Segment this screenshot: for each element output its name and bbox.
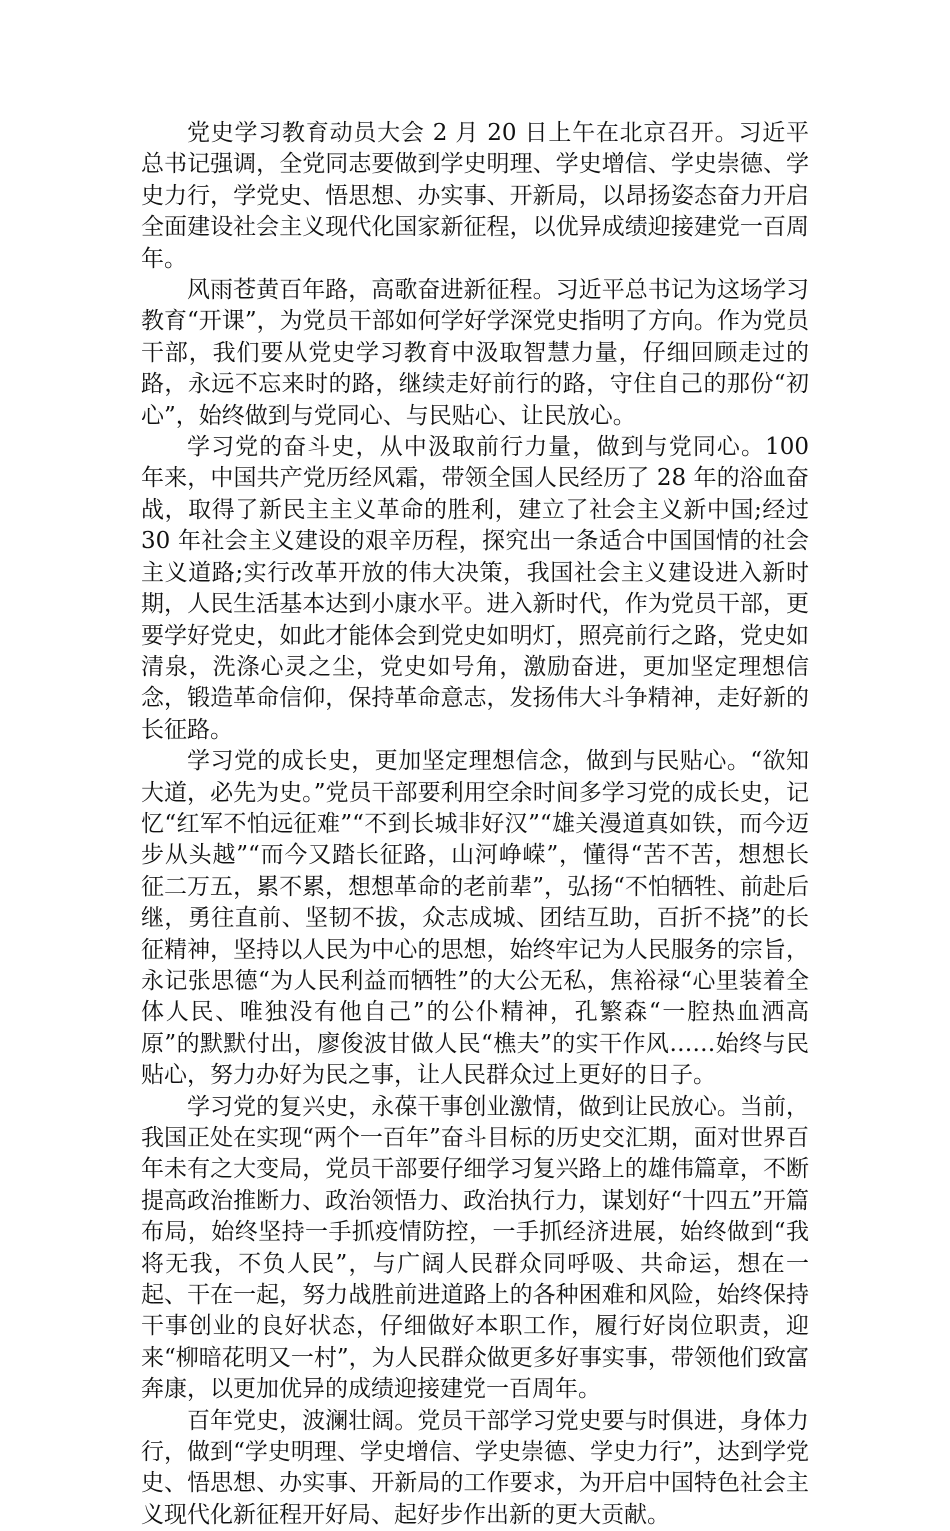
document-body: [141, 118, 809, 1531]
paragraph-1: 党史学习教育动员大会 2 月 20 日上午在北京召开。习近平总书记强调，全党同志要做到学史明理、学史增信、学史崇德、学史力行，学党史、悟思想、办实事、开新局，以昂扬姿态奋力开启全面建设社会主义现代化国家新征程，以优异成绩迎接建党一百周年。: [141, 120, 809, 272]
paragraph-2: 风雨苍黄百年路，高歌奋进新征程。习近平总书记为这场学习教育“开课”，为党员干部如何学好学深党史指明了方向。作为党员干部，我们要从党史学习教育中汲取智慧力量，仔细回顾走过的路，永远不忘来时的路，继续走好前行的路，守住自己的那份“初心”，始终做到与党同心、与民贴心、让民放心。: [141, 277, 809, 429]
paragraph-4: 学习党的成长史，更加坚定理想信念，做到与民贴心。“欲知大道，必先为史。”党员干部要利用空余时间多学习党的成长史，记忆“红军不怕远征难”“不到长城非好汉”“雄关漫道真如铁，而今迈步从头越”“而今又踏长征路，山河峥嵘”，懂得“苦不苦，想想长征二万五，累不累，想想革命的老前辈”，弘扬“不怕牺牲、前赴后继，勇往直前、坚韧不拔，众志成城、团结互助，百折不挠”的长征精神，坚持以人民为中心的思想，始终牢记为人民服务的宗旨，永记张思德“为人民利益而牺牲”的大公无私，焦裕禄“心里装着全体人民、唯独没有他自己”的公仆精神，孔繁森“一腔热血洒高原”的默默付出，廖俊波甘做人民“樵夫”的实干作风……始终与民贴心，努力办好为民之事，让人民群众过上更好的日子。: [141, 748, 809, 1089]
paragraph-6: 百年党史，波澜壮阔。党员干部学习党史要与时俱进，身体力行，做到“学史明理、学史增信、学史崇德、学史力行”，达到学党史、悟思想、办实事、开新局的工作要求，为开启中国特色社会主义现代化新征程开好局、起好步作出新的更大贡献。: [141, 1407, 809, 1528]
paragraph-3: 学习党的奋斗史，从中汲取前行力量，做到与党同心。100 年来，中国共产党历经风霜，带领全国人民经历了 28 年的浴血奋战，取得了新民主主义革命的胜利，建立了社会主义新中国;经过 30 年社会主义建设的艰辛历程，探究出一条适合中国国情的社会主义道路;实行改革开放的伟大决策，我国社会主义建设进入新时期，人民生活基本达到小康水平。进入新时代，作为党员干部，更要学好党史，如此才能体会到党史如明灯，照亮前行之路，党史如清泉，洗涤心灵之尘，党史如号角，激励奋进，更加坚定理想信念，锻造革命信仰，保持革命意志，发扬伟大斗争精神，走好新的长征路。: [141, 434, 809, 743]
paragraph-5: 学习党的复兴史，永葆干事创业激情，做到让民放心。当前，我国正处在实现“两个一百年”奋斗目标的历史交汇期，面对世界百年未有之大变局，党员干部要仔细学习复兴路上的雄伟篇章，不断提高政治推断力、政治领悟力、政治执行力，谋划好“十四五”开篇布局，始终坚持一手抓疫情防控，一手抓经济进展，始终做到“我将无我，不负人民”，与广阔人民群众同呼吸、共命运，想在一起、干在一起，努力战胜前进道路上的各种困难和风险，始终保持干事创业的良好状态，仔细做好本职工作，履行好岗位职责，迎来“柳暗花明又一村”，为人民群众做更多好事实事，带领他们致富奔康，以更加优异的成绩迎接建党一百周年。: [141, 1093, 809, 1403]
